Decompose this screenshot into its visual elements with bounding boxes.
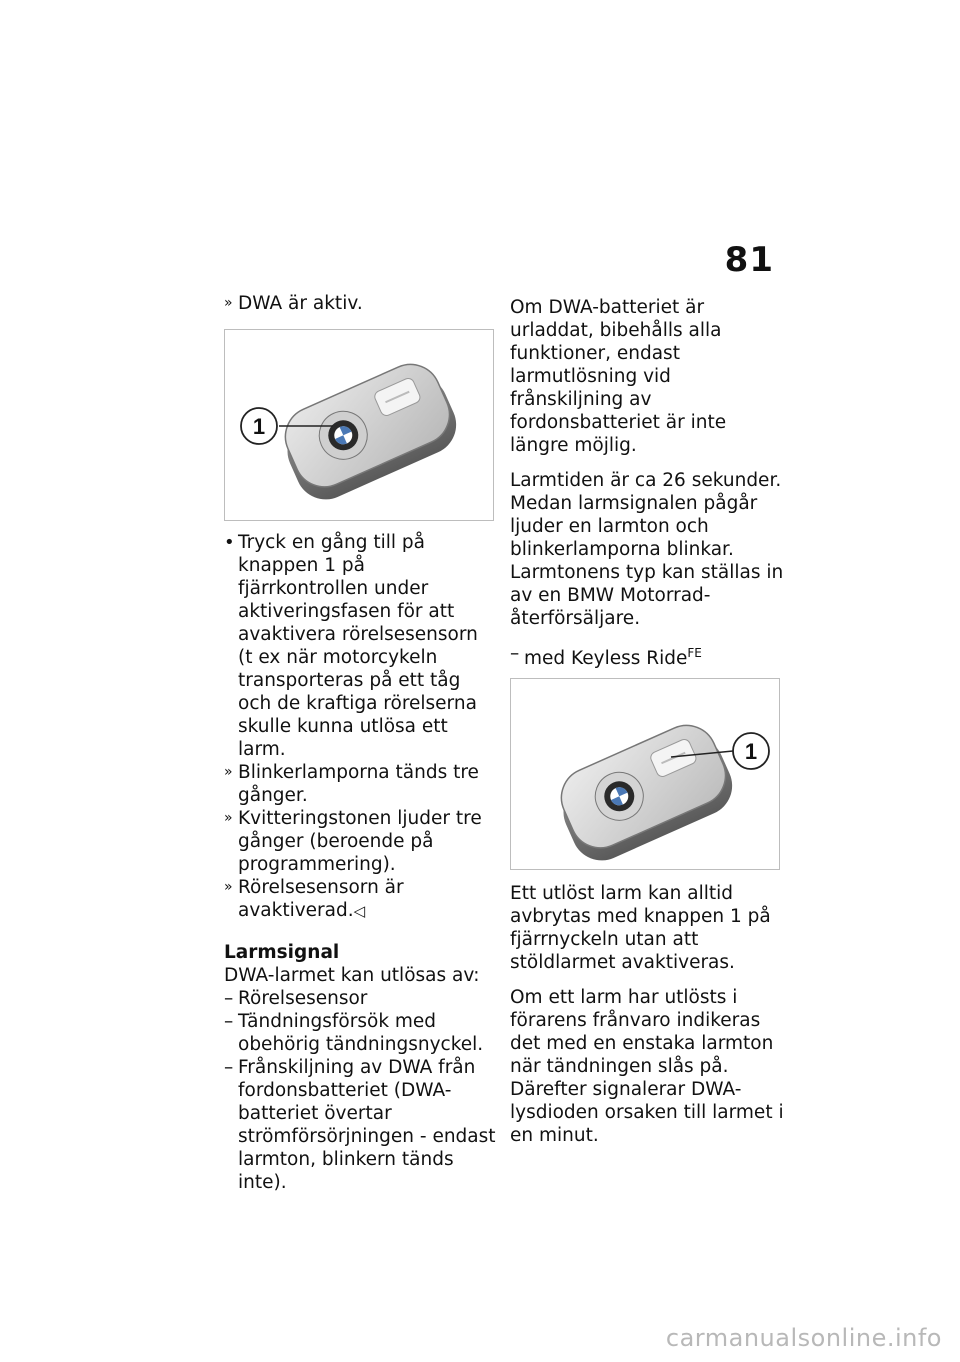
list-item [224,1010,496,1056]
remote-key-figure [224,329,494,521]
section-heading: Larmsignal [224,942,340,963]
dash-icon: – [224,1057,234,1078]
dash-icon: – [510,643,520,664]
result-item [224,807,496,876]
list-item [224,987,496,1010]
keyless-remote-figure [510,678,780,870]
result-marker-icon: » [224,810,233,826]
callout-number: 1 [252,414,266,439]
list-text: Rörelsesensor [238,988,368,1009]
right-column [510,296,786,1159]
result-item [224,876,496,923]
callout-number: 1 [744,739,758,765]
paragraph: Om DWA-batteriet är urladdat, bibehålls alla funktioner, endast larmutlösning vid frånskiljning av fordonsbatteriet är inte längre möjlig. [510,297,727,456]
result-text: Rörelsesensorn är avaktiverad. [238,877,404,921]
paragraph: Om ett larm har utlösts i förarens frånvaro indikeras det med en enstaka larmton när tändningen slås på. Därefter signalerar DWA-lysdioden orsaken till larmet i en minut. [510,987,784,1147]
bullet-icon: • [224,532,235,553]
left-column [224,292,496,1194]
result-marker-icon: » [224,295,233,311]
result-marker-icon: » [224,879,233,895]
result-item [224,761,496,807]
step-item [224,531,496,761]
page-number: 81 [724,240,774,280]
list-text: Tändningsförsök med obehörig tändningsnyckel. [238,1011,484,1055]
result-marker-icon: » [224,764,233,780]
end-of-section-icon: ◁ [353,902,366,920]
result-text: Kvitteringstonen ljuder tre gånger (beroende på programmering). [238,808,482,875]
paragraph: Larmtiden är ca 26 sekunder. Medan larmsignalen pågår ljuder en larmton och blinkerlamporna blinkar. Larmtonens typ kan ställas in av en BMW Motorrad-återförsäljare. [510,470,784,629]
variant-superscript: FE [687,646,702,660]
dash-icon: – [224,1011,234,1032]
result-text: DWA är aktiv. [238,293,363,314]
variant-text: med Keyless Ride [524,648,688,670]
watermark: carmanualsonline.info [665,1324,942,1352]
paragraph: Ett utlöst larm kan alltid avbrytas med knappen 1 på fjärrnyckeln utan att stöldlarmet avaktiveras. [510,883,771,974]
step-text: Tryck en gång till på knappen 1 på fjärrkontrollen under aktiveringsfasen för att avaktivera rörelsesensorn (t ex när motorcykeln transporteras på ett tåg och de kraftiga rörelserna skulle kunna utlösa ett larm. [238,532,478,760]
result-item [224,292,496,315]
list-item [224,1056,496,1194]
remote-key-illustration [225,330,493,520]
dash-icon: – [224,988,234,1009]
variant-label [510,642,786,670]
keyless-remote-illustration [511,679,779,869]
result-text: Blinkerlamporna tänds tre gånger. [238,762,479,806]
list-text: Frånskiljning av DWA från fordonsbatteriet (DWA-batteriet övertar strömförsörjningen - endast larmton, blinkern tänds inte). [238,1057,496,1193]
intro-text: DWA-larmet kan utlösas av: [224,965,480,986]
